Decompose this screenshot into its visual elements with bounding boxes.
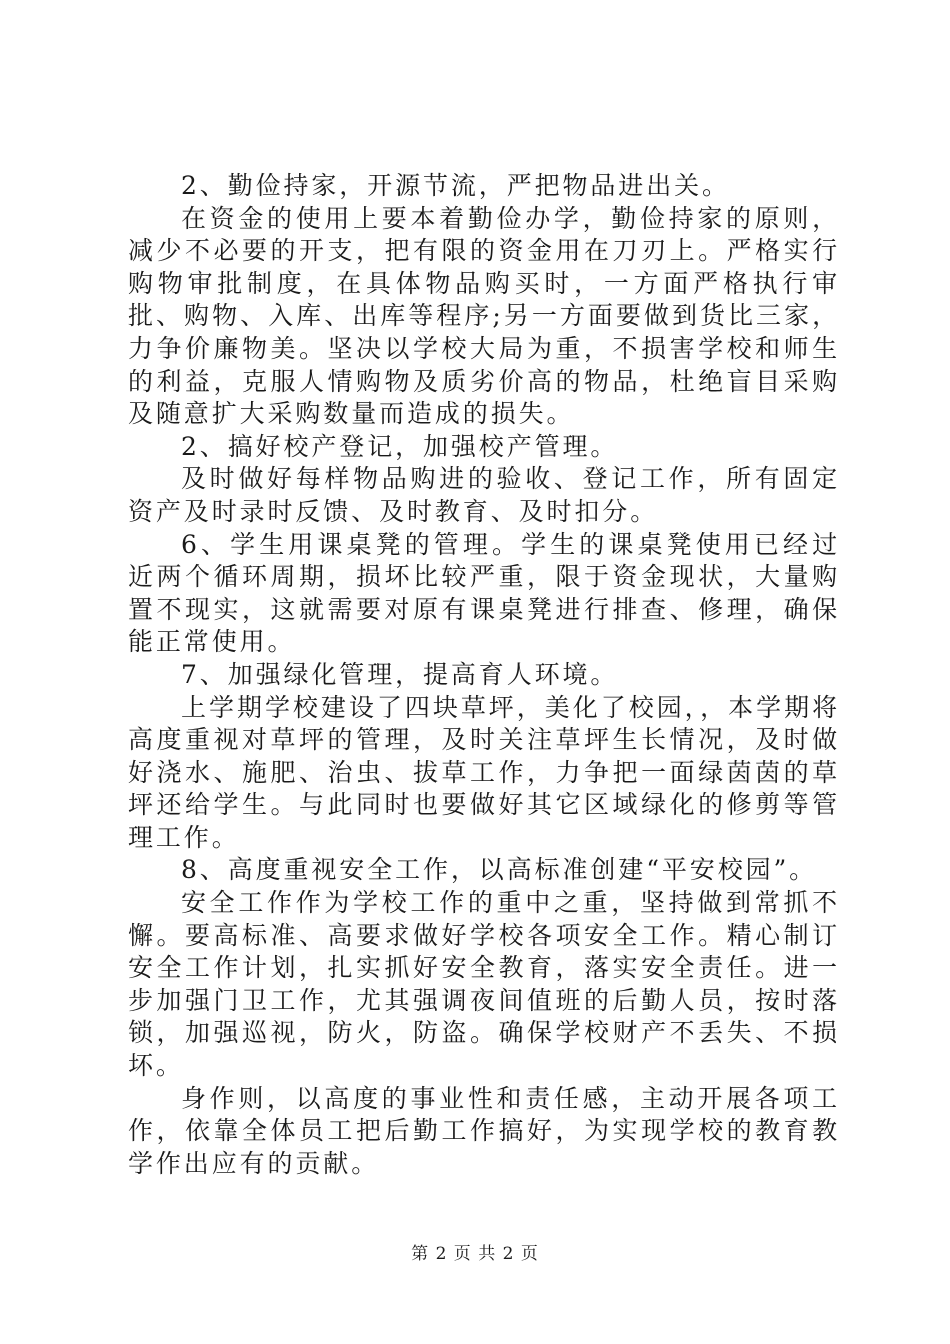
section-heading-greening: 7、加强绿化管理，提高育人环境。 (181, 659, 619, 689)
paragraph-asset-acceptance: 及时做好每样物品购进的验收、登记工作，所有固定资产及时录时反馈、及时教育、及时扣分。 (128, 464, 840, 526)
section-heading-asset-registration: 2、搞好校产登记，加强校产管理。 (181, 431, 619, 461)
section-heading-frugal-management: 2、勤俭持家，开源节流，严把物品进出关。 (181, 171, 730, 200)
paragraph-fund-usage: 在资金的使用上要本着勤俭办学，勤俭持家的原则，减少不必要的开支，把有限的资金用在刀刃上。严格实行购物审批制度，在具体物品购买时，一方面严格执行审批、购物、入库、出库等程序;另一方面要做到货比三家，力争价廉物美。坚决以学校大局为重，不损害学校和师生的利益，克服人情购物及质劣价高的物品，杜绝盲目采购及随意扩大采购数量而造成的损失。 (128, 203, 840, 429)
paragraph-lawn-management: 上学期学校建设了四块草坪，美化了校园，，本学期将高度重视对草坪的管理，及时关注草坪生长情况，及时做好浇水、施肥、治虫、拔草工作，力争把一面绿茵茵的草坪还给学生。与此同时也要做好其它区域绿化的修剪等管理工作。 (128, 692, 840, 852)
document-body (128, 170, 840, 1180)
page-number-footer: 第 2 页 共 2 页 (411, 1244, 539, 1264)
paragraph-desk-management: 6、学生用课桌凳的管理。学生的课桌凳使用已经过近两个循环周期，损坏比较严重，限于资金现状，大量购置不现实，这就需要对原有课桌凳进行排查、修理，确保能正常使用。 (128, 529, 840, 657)
paragraph-closing: 身作则，以高度的事业性和责任感，主动开展各项工作，依靠全体员工把后勤工作搞好，为实现学校的教育教学作出应有的贡献。 (128, 1083, 840, 1178)
section-heading-safety: 8、高度重视安全工作，以高标准创建“平安校园”。 (181, 855, 818, 885)
paragraph-safety-work: 安全工作作为学校工作的重中之重，坚持做到常抓不懈。要高标准、高要求做好学校各项安全工作。精心制订安全工作计划，扎实抓好安全教育，落实安全责任。进一步加强门卫工作，尤其强调夜间值班的后勤人员，按时落锁，加强巡视，防火，防盗。确保学校财产不丢失、不损坏。 (128, 888, 840, 1081)
